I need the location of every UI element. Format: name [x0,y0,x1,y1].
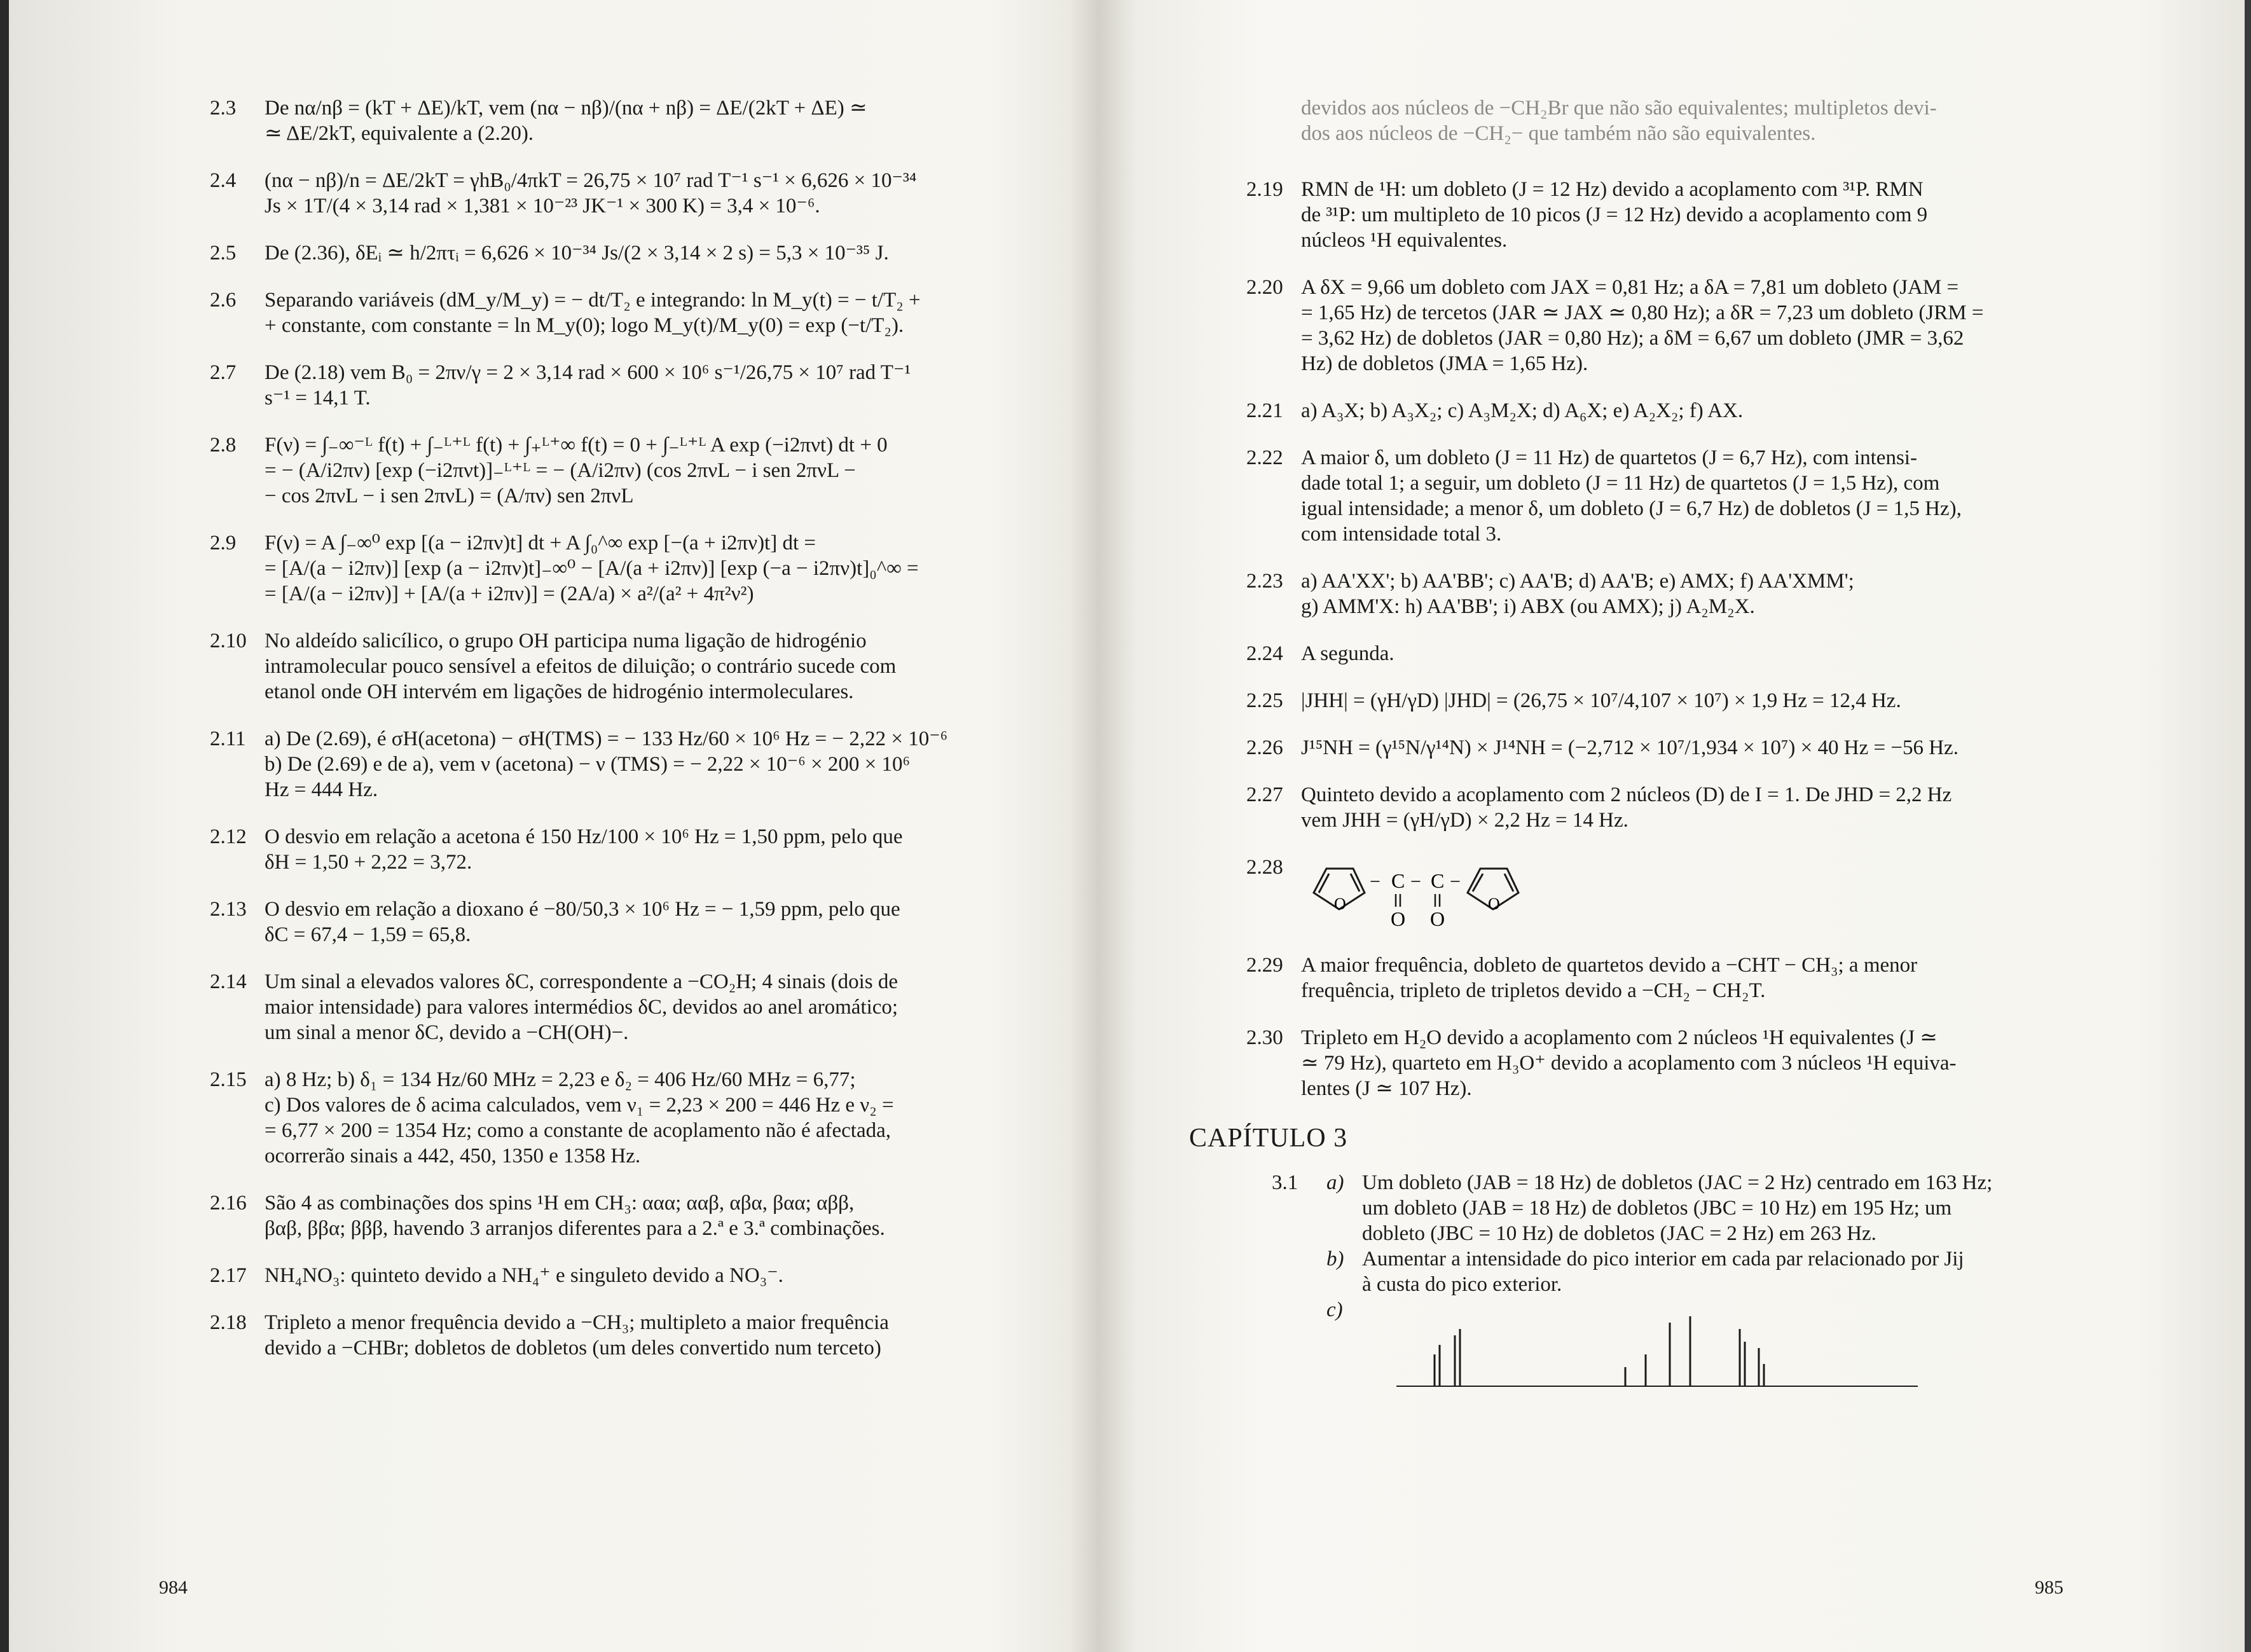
item-number: 3.1 [1272,1171,1298,1194]
item-number: 2.9 [210,532,237,554]
item-line: = [A/(a − i2πν)] [exp (a − i2πν)t]₋∞⁰ − [A/(a + i2πν)] [exp (−a − i2πν)t]₀^∞ = [265,557,919,580]
page-edge-right [2245,0,2251,1652]
chapter-heading: CAPÍTULO 3 [1189,1124,1348,1153]
continuation-text [1301,95,2067,146]
dash-2: − [1410,871,1421,892]
structure-diagram [1301,855,2067,931]
answer-item-2-22 [1246,445,2067,547]
item-line: ocorrerão sinais a 442, 450, 1350 e 1358 Hz. [265,1145,641,1167]
item-number: 2.24 [1246,642,1283,665]
item-line: lentes (J ≃ 107 Hz). [1301,1077,1472,1100]
answer-item-2-24 [1246,641,2067,666]
sub-answer-b [1326,1246,2067,1297]
item-number: 2.7 [210,361,237,384]
item-body [1301,953,2067,1003]
item-line: = 3,62 Hz) de dobletos (JAR = 0,80 Hz); a δM = 6,67 um dobleto (JMR = 3,62 [1301,327,1964,350]
item-body [265,897,1017,947]
dash-3: − [1450,871,1461,892]
sub-label-b: b) [1326,1248,1344,1270]
left-page-number: 984 [159,1577,188,1598]
item-body [1301,1025,2067,1101]
answer-item-2-14 [210,969,1017,1045]
item-body [1301,688,2067,713]
item-line: = 6,77 × 200 = 1354 Hz; como a constante de acoplamento não é afectada, [265,1119,891,1142]
item-line: De (2.36), δEᵢ ≃ h/2πτᵢ = 6,626 × 10⁻³⁴ Js/(2 × 3,14 × 2 s) = 5,3 × 10⁻³⁵ J. [265,242,889,265]
item-number: 2.27 [1246,783,1283,806]
item-line: Um sinal a elevados valores δC, correspondente a −CO₂H; 4 sinais (dois de [265,970,898,993]
item-line: Tripleto a menor frequência devido a −CH₃; multipleto a maior frequência [265,1311,889,1334]
item-line: frequência, tripleto de tripletos devido a −CH₂ − CH₂T. [1301,979,1766,1002]
item-line: Tripleto em H₂O devido a acoplamento com 2 núcleos ¹H equivalentes (J ≃ [1301,1026,1938,1049]
answer-item-2-3 [210,95,1017,146]
left-page-column [210,95,1017,1382]
item-number: 2.26 [1246,736,1283,759]
item-number: 2.25 [1246,689,1283,712]
carbonyl-carbon-1: C [1391,869,1405,892]
item-body [1301,641,2067,666]
item-body [265,95,1017,146]
page-edge-left [0,0,9,1652]
item-number: 2.16 [210,1192,247,1215]
text-line: Aumentar a intensidade do pico interior em cada par relacionado por Jij [1362,1248,1964,1270]
item-line: b) De (2.69) e de a), vem ν (acetona) − ν (TMS) = − 2,22 × 10⁻⁶ × 200 × 10⁶ [265,753,910,776]
item-line: NH₄NO₃: quinteto devido a NH₄⁺ e singuleto devido a NO₃⁻. [265,1264,783,1287]
right-ring-oxygen: O [1488,895,1500,913]
item-body [265,1067,1017,1169]
item-line: dade total 1; a seguir, um dobleto (J = 11 Hz) de quartetos (J = 1,5 Hz), com [1301,472,1940,495]
item-line: No aldeído salicílico, o grupo OH participa numa ligação de hidrogénio [265,630,867,652]
item-number: 2.13 [210,898,247,921]
item-body [1301,398,2067,423]
dash-1: − [1370,871,1380,892]
item-line: RMN de ¹H: um dobleto (J = 12 Hz) devido a acoplamento com ³¹P. RMN [1301,178,1924,201]
item-body [1301,275,2067,376]
item-line: A maior frequência, dobleto de quartetos devido a −CHT − CH₃; a menor [1301,954,1918,977]
answer-item-2-16 [210,1190,1017,1241]
item-line: De (2.18) vem B₀ = 2πν/γ = 2 × 3,14 rad × 600 × 10⁶ s⁻¹/26,75 × 10⁷ rad T⁻¹ [265,361,911,384]
answer-item-2-5 [210,240,1017,266]
item-line: com intensidade total 3. [1301,523,1502,546]
item-line: ≃ 79 Hz), quarteto em H₃O⁺ devido a acoplamento com 3 núcleos ¹H equiva- [1301,1052,1957,1075]
answer-item-2-11 [210,726,1017,802]
item-line: um sinal a menor δC, devido a −CH(OH)−. [265,1021,629,1044]
right-page-column [1189,95,2067,1433]
item-number: 2.5 [210,242,237,265]
item-body [1301,782,2067,833]
item-number: 2.30 [1246,1026,1283,1049]
item-line: Hz = 444 Hz. [265,778,378,801]
item-number: 2.3 [210,97,237,120]
item-line: igual intensidade; a menor δ, um dobleto (J = 6,7 Hz) de dobletos (J = 1,5 Hz), [1301,497,1962,520]
item-line: de ³¹P: um multipleto de 10 picos (J = 12 Hz) devido a acoplamento com 9 [1301,203,1928,226]
text-line: dos aos núcleos de −CH₂− que também não são equivalentes. [1301,122,1816,145]
item-line: Quinteto devido a acoplamento com 2 núcleos (D) de I = 1. De JHD = 2,2 Hz [1301,783,1952,806]
item-line: a) AA'XX'; b) AA'BB'; c) AA'B; d) AA'B; e) AMX; f) AA'XMM'; [1301,570,1854,593]
text-line: um dobleto (JAB = 18 Hz) de dobletos (JBC = 10 Hz) em 195 Hz; um [1362,1197,1952,1220]
right-items-second [1246,953,2067,1101]
item-body [265,432,1017,509]
sub-label-a: a) [1326,1171,1344,1194]
item-line: δC = 67,4 − 1,59 = 65,8. [265,923,471,946]
item-line: maior intensidade) para valores intermédios δC, devidos ao anel aromático; [265,996,898,1019]
item-number: 2.28 [1246,856,1283,879]
item-number: 2.21 [1246,399,1283,422]
item-body [1301,568,2067,619]
item-number: 2.11 [210,727,246,750]
answer-item-2-19 [1246,177,2067,253]
answer-item-2-7 [210,360,1017,411]
item-line: O desvio em relação a acetona é 150 Hz/100 × 10⁶ Hz = 1,50 ppm, pelo que [265,825,903,848]
answer-item-2-29 [1246,953,2067,1003]
item-line: intramolecular pouco sensível a efeitos de diluição; o contrário sucede com [265,655,897,678]
carbonyl-oxygen-2: O [1430,907,1445,930]
item-body [265,824,1017,875]
item-number: 2.17 [210,1264,247,1287]
sub-text-b [1362,1246,2067,1297]
item-number: 2.6 [210,289,237,312]
item-line: + constante, com constante = ln M_y(0); logo M_y(t)/M_y(0) = exp (−t/T₂). [265,314,904,337]
item-line: vem JHH = (γH/γD) × 2,2 Hz = 14 Hz. [1301,809,1628,832]
answer-item-2-15 [210,1067,1017,1169]
answer-item-3-1 [1272,1170,2067,1412]
sub-label-c: c) [1326,1298,1343,1321]
item-number: 2.14 [210,970,247,993]
item-body [1301,445,2067,547]
item-body [265,168,1017,219]
item-line: = − (A/i2πν) [exp (−i2πνt)]₋ᴸ⁺ᴸ = − (A/i2πν) (cos 2πνL − i sen 2πνL − [265,459,856,482]
item-body [265,1263,1017,1288]
item-line: = [A/(a − i2πν)] + [A/(a + i2πν)] = (2A/a) × a²/(a² + 4π²ν²) [265,582,754,605]
nmr-spectrum-sketch [1396,1310,1918,1405]
item-number: 2.18 [210,1311,247,1334]
sub-text-a [1362,1170,2067,1246]
carbonyl-oxygen-1: O [1391,907,1406,930]
item-line: s⁻¹ = 14,1 T. [265,387,371,410]
item-number: 2.8 [210,434,237,457]
item-line: São 4 as combinações dos spins ¹H em CH₃: ααα; ααβ, αβα, βαα; αββ, [265,1192,855,1215]
text-line: Um dobleto (JAB = 18 Hz) de dobletos (JAC = 2 Hz) centrado em 163 Hz; [1362,1171,1993,1194]
item-line: g) AMM'X: h) AA'BB'; i) ABX (ou AMX); j) A₂M₂X. [1301,595,1755,618]
left-ring-oxygen: O [1334,895,1346,913]
item-line: − cos 2πνL − i sen 2πνL) = (A/πν) sen 2πνL [265,485,634,507]
text-line: devidos aos núcleos de −CH₂Br que não são equivalentes; multipletos devi- [1301,97,1937,120]
text-line: à custa do pico exterior. [1362,1273,1562,1296]
item-body [1326,1170,2067,1412]
item-line: F(ν) = A ∫₋∞⁰ exp [(a − i2πν)t] dt + A ∫₀^∞ exp [−(a + i2πν)t] dt = [265,532,816,554]
item-body [265,1310,1017,1361]
answer-item-2-26 [1246,735,2067,761]
item-body [265,530,1017,607]
item-line: A δX = 9,66 um dobleto com JAX = 0,81 Hz; a δA = 7,81 um dobleto (JAM = [1301,276,1959,299]
carbonyl-carbon-2: C [1431,869,1445,892]
answer-item-2-8 [210,432,1017,509]
item-body [265,360,1017,411]
item-line: Separando variáveis (dM_y/M_y) = − dt/T₂ e integrando: ln M_y(t) = − t/T₂ + [265,289,921,312]
item-number: 2.20 [1246,276,1283,299]
item-body [265,287,1017,338]
answer-item-2-13 [210,897,1017,947]
item-number: 2.15 [210,1068,247,1091]
item-body [265,628,1017,705]
answer-item-2-17 [210,1263,1017,1288]
spectrum-peaks [1435,1316,1764,1386]
answer-item-2-4 [210,168,1017,219]
answer-item-2-28 [1246,855,2067,931]
item-number: 2.29 [1246,954,1283,977]
item-line: ≃ ΔE/2kT, equivalente a (2.20). [265,122,534,145]
item-number: 2.19 [1246,178,1283,201]
item-line: F(ν) = ∫₋∞⁻ᴸ f(t) + ∫₋ᴸ⁺ᴸ f(t) + ∫₊ᴸ⁺∞ f(t) = 0 + ∫₋ᴸ⁺ᴸ A exp (−i2πνt) dt + 0 [265,434,888,457]
answer-item-2-23 [1246,568,2067,619]
item-line: (nα − nβ)/n = ΔE/2kT = γhB₀/4πkT = 26,75 × 10⁷ rad T⁻¹ s⁻¹ × 6,626 × 10⁻³⁴ [265,169,917,192]
item-line: a) De (2.69), é σH(acetona) − σH(TMS) = − 133 Hz/60 × 10⁶ Hz = − 2,22 × 10⁻⁶ [265,727,948,750]
item-line: |JHH| = (γH/γD) |JHD| = (26,75 × 10⁷/4,107 × 10⁷) × 1,9 Hz = 12,4 Hz. [1301,689,1901,712]
difuryl-diketone-structure [1301,855,1568,931]
answer-item-2-25 [1246,688,2067,713]
item-line: a) A₃X; b) A₃X₂; c) A₃M₂X; d) A₆X; e) A₂X₂; f) AX. [1301,399,1744,422]
answer-item-2-10 [210,628,1017,705]
item-number: 2.4 [210,169,237,192]
item-body [1301,735,2067,761]
text-line: dobleto (JBC = 10 Hz) de dobletos (JAC = 2 Hz) em 263 Hz. [1362,1222,1876,1245]
answer-item-2-6 [210,287,1017,338]
item-line: De nα/nβ = (kT + ΔE)/kT, vem (nα − nβ)/(nα + nβ) = ΔE/(2kT + ΔE) ≃ [265,97,867,120]
item-body [265,240,1017,266]
item-line: núcleos ¹H equivalentes. [1301,229,1508,252]
item-line: A maior δ, um dobleto (J = 11 Hz) de quartetos (J = 6,7 Hz), com intensi- [1301,446,1917,469]
answer-item-2-21 [1246,398,2067,423]
item-number: 2.22 [1246,446,1283,469]
item-line: Js × 1T/(4 × 3,14 rad × 1,381 × 10⁻²³ JK⁻¹ × 300 K) = 3,4 × 10⁻⁶. [265,195,820,217]
item-line: A segunda. [1301,642,1394,665]
right-items-first [1246,177,2067,833]
answer-item-2-9 [210,530,1017,607]
item-line: a) 8 Hz; b) δ₁ = 134 Hz/60 MHz = 2,23 e δ₂ = 406 Hz/60 MHz = 6,77; [265,1068,856,1091]
item-line: J¹⁵NH = (γ¹⁵N/γ¹⁴N) × J¹⁴NH = (−2,712 × 10⁷/1,934 × 10⁷) × 40 Hz = −56 Hz. [1301,736,1958,759]
item-line: c) Dos valores de δ acima calculados, vem ν₁ = 2,23 × 200 = 446 Hz e ν₂ = [265,1094,894,1117]
item-line: O desvio em relação a dioxano é −80/50,3 × 10⁶ Hz = − 1,59 ppm, pelo que [265,898,900,921]
right-page-number: 985 [2035,1577,2063,1598]
item-line: = 1,65 Hz) de tercetos (JAR ≃ JAX ≃ 0,80 Hz); a δR = 7,23 um dobleto (JRM = [1301,301,1984,324]
item-line: devido a −CHBr; dobletos de dobletos (um deles convertido num terceto) [265,1337,881,1359]
sub-answer-a [1326,1170,2067,1246]
item-body [265,1190,1017,1241]
item-number: 2.23 [1246,570,1283,593]
answer-item-2-30 [1246,1025,2067,1101]
item-body [1301,177,2067,253]
item-number: 2.12 [210,825,247,848]
item-line: βαβ, ββα; βββ, havendo 3 arranjos diferentes para a 2.ª e 3.ª combinações. [265,1217,885,1240]
answer-item-2-12 [210,824,1017,875]
item-body [265,726,1017,802]
item-body [265,969,1017,1045]
answer-item-2-20 [1246,275,2067,376]
item-line: δH = 1,50 + 2,22 = 3,72. [265,851,472,874]
item-line: Hz) de dobletos (JMA = 1,65 Hz). [1301,352,1588,375]
answer-item-2-18 [210,1310,1017,1361]
item-number: 2.10 [210,630,247,652]
item-line: etanol onde OH intervém em ligações de hidrogénio intermoleculares. [265,680,854,703]
answer-item-2-27 [1246,782,2067,833]
